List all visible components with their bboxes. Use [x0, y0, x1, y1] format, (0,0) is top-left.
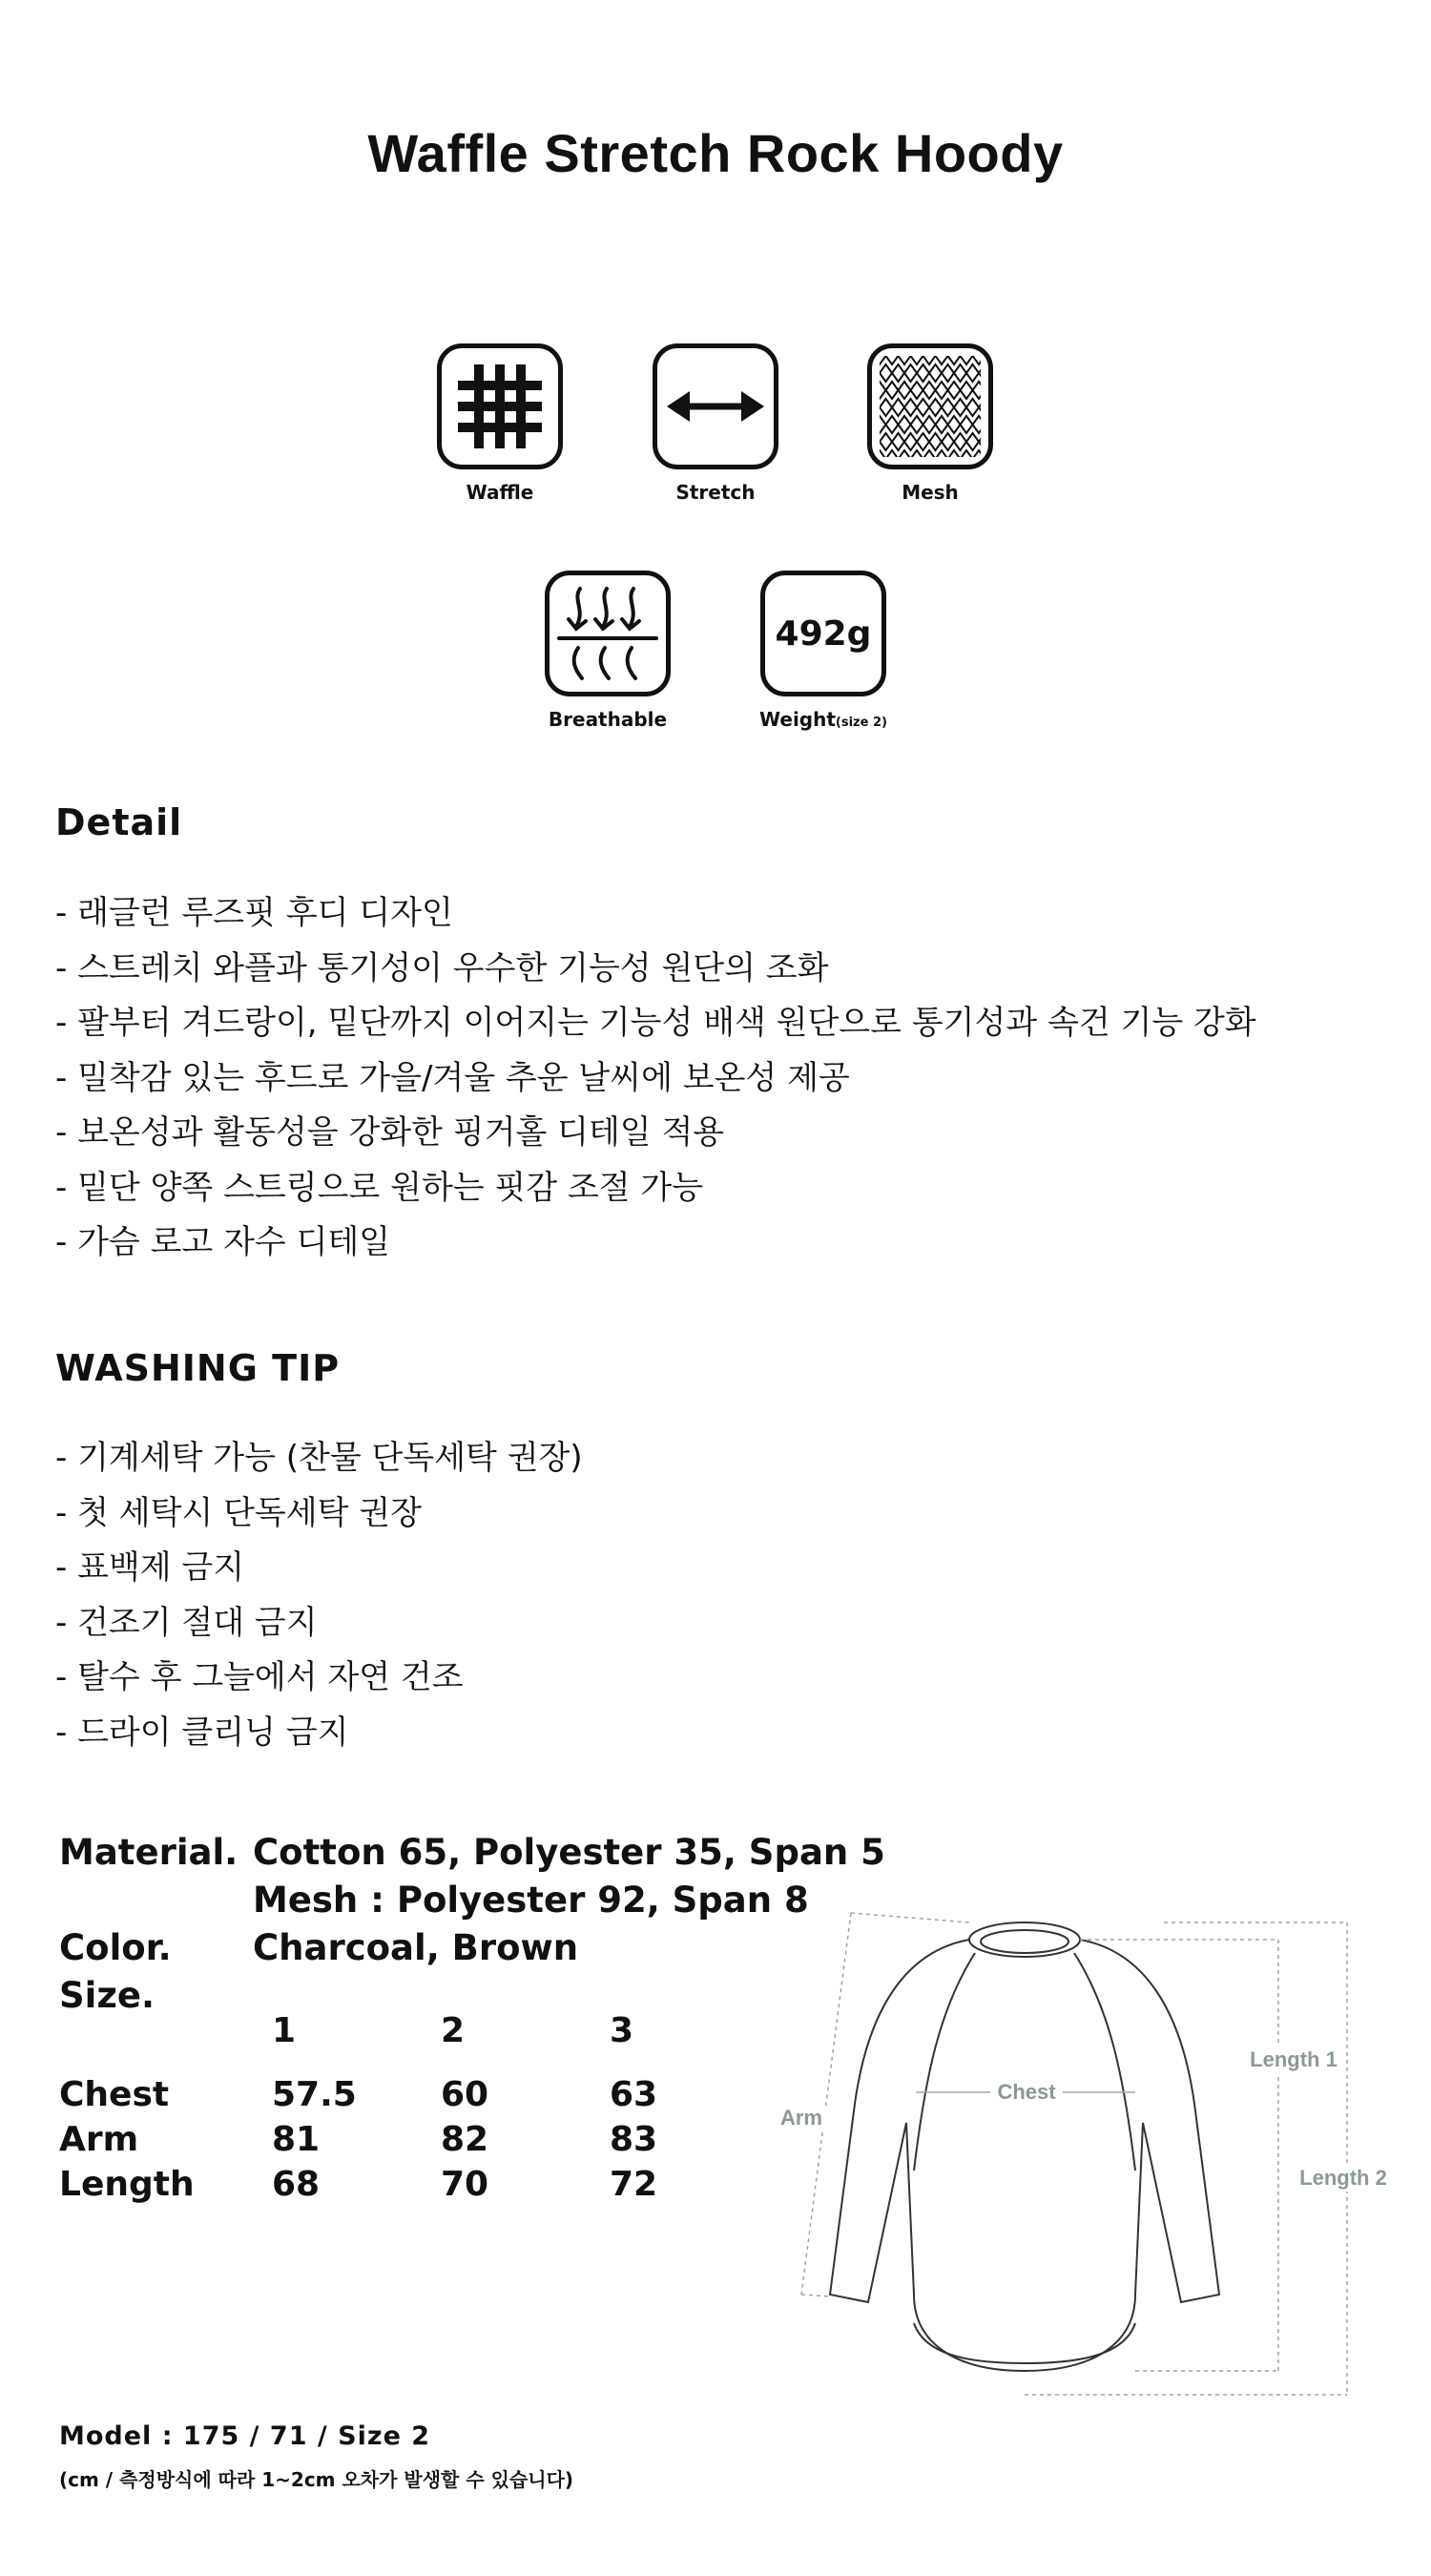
table-row [59, 2117, 705, 2162]
table-header-cell: 3 [610, 2011, 634, 2050]
list-item: - 첫 세탁시 단독세탁 권장 [55, 1493, 422, 1532]
feature-stretch [649, 343, 782, 504]
list-item: - 보온성과 활동성을 강화한 핑거홀 디테일 적용 [55, 1113, 725, 1152]
waffle-grid-icon [452, 359, 548, 454]
product-title: Waffle Stretch Rock Hoody [367, 123, 1064, 183]
feature-label: Mesh [902, 481, 959, 504]
feature-weight [757, 571, 890, 731]
list-item: - 밀착감 있는 후드로 가을/겨울 추운 날씨에 보온성 제공 [55, 1058, 850, 1097]
row-label: Arm [59, 2120, 139, 2159]
table-cell: 57.5 [272, 2075, 357, 2114]
breathable-icon [555, 581, 660, 686]
detail-list [55, 886, 1256, 1271]
collar-inner [981, 1930, 1068, 1953]
table-cell: 68 [272, 2165, 321, 2204]
feature-breathable [541, 571, 674, 731]
list-item: - 기계세탁 가능 (찬물 단독세탁 권장) [55, 1439, 583, 1477]
feature-mesh [863, 343, 997, 504]
mesh-material-value: Mesh : Polyester 92, Span 8 [253, 1880, 809, 1921]
hem-band [914, 2323, 1135, 2363]
mesh-pattern-icon [880, 356, 981, 457]
weight-label: Weight [759, 708, 836, 731]
collar-outline [969, 1922, 1080, 1957]
list-item: - 래글런 루즈핏 후디 디자인 [55, 894, 453, 932]
list-item: - 표백제 금지 [55, 1548, 245, 1587]
list-item: - 드라이 클리닝 금지 [55, 1713, 349, 1752]
table-cell: 82 [441, 2120, 489, 2159]
arm-guide-line [801, 2295, 830, 2296]
double-arrow-icon [663, 378, 768, 435]
raglan-seam [914, 1953, 975, 2171]
washing-list [55, 1431, 583, 1760]
model-info: Model : 175 / 71 / Size 2 [59, 2421, 431, 2451]
length1-label: Length 1 [1250, 2047, 1338, 2071]
material-value: Cotton 65, Polyester 35, Span 5 [253, 1832, 885, 1873]
table-cell: 72 [610, 2165, 658, 2204]
table-cell: 81 [272, 2120, 321, 2159]
table-cell: 70 [441, 2165, 489, 2204]
table-header-cell: 1 [272, 2011, 297, 2050]
arm-guide-line [801, 1913, 851, 2295]
feature-label [757, 708, 890, 731]
feature-label: Breathable [548, 708, 668, 731]
table-header-cell [59, 2011, 272, 2072]
weight-value: 492g [775, 613, 872, 654]
row-label: Length [59, 2165, 195, 2204]
table-row [59, 2072, 705, 2117]
feature-label: Stretch [675, 481, 756, 504]
feature-label: Waffle [466, 481, 534, 504]
table-row [59, 2162, 705, 2207]
list-item: - 탈수 후 그늘에서 자연 건조 [55, 1658, 464, 1696]
feature-waffle [433, 343, 567, 504]
raglan-seam [1074, 1953, 1135, 2171]
table-cell: 60 [441, 2075, 489, 2114]
list-item: - 팔부터 겨드랑이, 밑단까지 이어지는 기능성 배색 원단으로 통기성과 속건 기능 강화 [55, 1004, 1256, 1042]
weight-note: (size 2) [835, 716, 887, 730]
measurement-diagram [763, 1894, 1412, 2399]
color-label: Color. [59, 1927, 172, 1968]
list-item: - 스트레치 와플과 통기성이 우수한 기능성 원단의 조화 [55, 948, 829, 987]
washing-heading: WASHING TIP [55, 1347, 341, 1389]
list-item: - 가슴 로고 자수 디테일 [55, 1223, 391, 1261]
length2-label: Length 2 [1299, 2166, 1387, 2190]
material-label: Material. [59, 1832, 238, 1873]
chest-label: Chest [997, 2080, 1056, 2104]
hoody-outline [830, 1940, 1219, 2371]
table-cell: 63 [610, 2075, 658, 2114]
size-label: Size. [59, 1975, 156, 2016]
list-item: - 밑단 양쪽 스트링으로 원하는 핏감 조절 가능 [55, 1168, 704, 1207]
detail-heading: Detail [55, 801, 183, 843]
list-item: - 건조기 절대 금지 [55, 1603, 318, 1642]
table-header-cell: 2 [441, 2011, 466, 2050]
measurement-note: (cm / 측정방식에 따라 1~2cm 오차가 발생할 수 있습니다) [59, 2468, 574, 2491]
color-value: Charcoal, Brown [253, 1927, 579, 1968]
arm-guide-line [851, 1913, 969, 1922]
table-cell: 83 [610, 2120, 658, 2159]
size-table [59, 2011, 705, 2207]
table-header-row [59, 2011, 705, 2072]
arm-label: Arm [779, 2106, 823, 2129]
row-label: Chest [59, 2075, 170, 2114]
